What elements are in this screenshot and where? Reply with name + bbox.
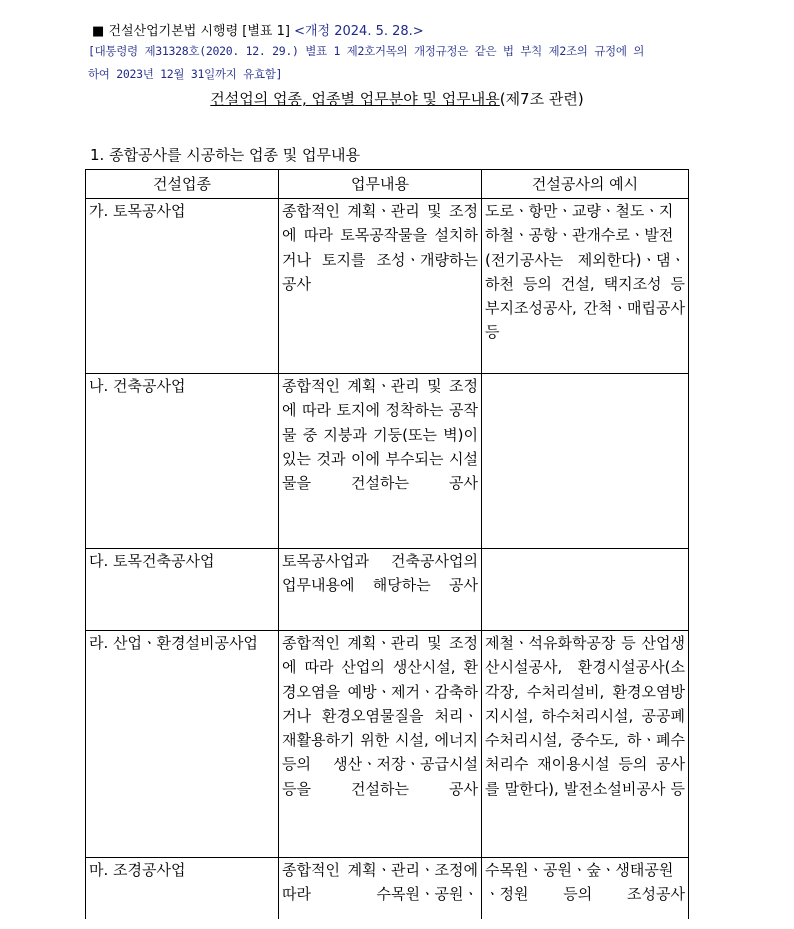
cell-work-content: 토목공사업과 건축공사업의 업무내용에 해당하는 공사 [279, 549, 482, 631]
header-work-content: 업무내용 [279, 170, 482, 199]
business-type-table [85, 169, 689, 920]
law-reference: 건설산업기본법 시행령 [별표 1] [108, 24, 290, 39]
page-title-main: 건설업의 업종, 업종별 업무분야 및 업무내용 [210, 90, 500, 108]
cell-business-type: 나. 건축공사업 [86, 374, 279, 549]
page-bottom-edge [0, 919, 794, 929]
table-row [86, 631, 689, 858]
table-header-row [86, 170, 689, 199]
header-examples: 건설공사의 예시 [482, 170, 689, 199]
validity-note-line-2: 하여 2023년 12월 31일까지 유효함] [88, 67, 283, 81]
square-bullet: ■ [92, 24, 105, 39]
validity-note-line-1: [대통령령 제31328호(2020. 12. 29.) 별표 1 제2호거목의 개정규정은 같은 법 부칙 제2조의 규정에 의 [88, 44, 645, 58]
table-row [86, 199, 689, 374]
page-title-suffix: (제7조 관련) [499, 90, 584, 108]
header-business-type: 건설업종 [86, 170, 279, 199]
table-row [86, 858, 689, 920]
page-title [0, 88, 794, 109]
cell-work-content: 종합적인 계획ㆍ관리ㆍ조정에 따라 수목원ㆍ공원ㆍ [279, 858, 482, 920]
cell-business-type: 라. 산업ㆍ환경설비공사업 [86, 631, 279, 858]
table-row [86, 549, 689, 631]
cell-examples: 제철ㆍ석유화학공장 등 산업생산시설공사, 환경시설공사(소각장, 수처리설비, 환경오염방지시설, 하수처리시설, 공공폐수처리시설, 중수도, 하ㆍ폐수처리수 재이용시설 등의 공사를 말한다), 발전소설비공사 등 [482, 631, 689, 858]
document-header [92, 20, 424, 39]
cell-examples [482, 374, 689, 549]
cell-work-content: 종합적인 계획ㆍ관리 및 조정에 따라 산업의 생산시설, 환경오염을 예방ㆍ제거ㆍ감축하거나 환경오염물질을 처리ㆍ재활용하기 위한 시설, 에너지 등의 생산ㆍ저장ㆍ공급시설 등을 건설하는 공사 [279, 631, 482, 858]
cell-work-content: 종합적인 계획ㆍ관리 및 조정에 따라 토목공작물을 설치하거나 토지를 조성ㆍ개량하는 공사 [279, 199, 482, 374]
cell-examples [482, 549, 689, 631]
section-heading: 1. 종합공사를 시공하는 업종 및 업무내용 [90, 146, 360, 164]
revision-date: <개정 2024. 5. 28.> [294, 24, 424, 39]
cell-business-type: 가. 토목공사업 [86, 199, 279, 374]
cell-business-type: 마. 조경공사업 [86, 858, 279, 920]
cell-examples: 수목원ㆍ공원ㆍ숲ㆍ생태공원ㆍ정원 등의 조성공사 [482, 858, 689, 920]
cell-business-type: 다. 토목건축공사업 [86, 549, 279, 631]
cell-examples: 도로ㆍ항만ㆍ교량ㆍ철도ㆍ지하철ㆍ공항ㆍ관개수로ㆍ발전(전기공사는 제외한다)ㆍ댐ㆍ하천 등의 건설, 택지조성 등 부지조성공사, 간척ㆍ매립공사 등 [482, 199, 689, 374]
cell-work-content: 종합적인 계획ㆍ관리 및 조정에 따라 토지에 정착하는 공작물 중 지붕과 기둥(또는 벽)이 있는 것과 이에 부수되는 시설물을 건설하는 공사 [279, 374, 482, 549]
table-row [86, 374, 689, 549]
